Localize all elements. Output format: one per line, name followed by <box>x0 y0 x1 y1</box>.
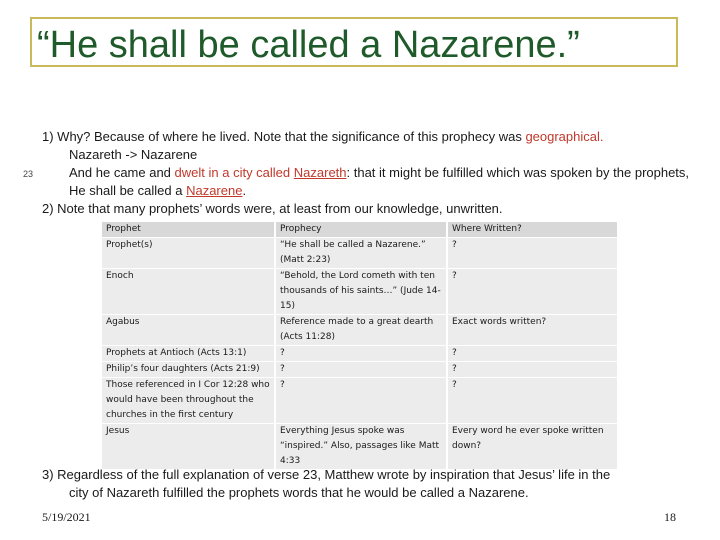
slide-body <box>23 128 692 218</box>
footer-date: 5/19/2021 <box>42 510 91 524</box>
verse-23: 23 And he came and dwelt in a city called Nazareth: that it might be fulfilled which was spoken by the prophets, He shall be called a Nazarene. <box>23 165 690 198</box>
table-cell: Prophet(s) <box>102 238 275 269</box>
verse-number: 23 <box>23 169 34 179</box>
table-row <box>102 269 617 315</box>
table-cell: Those referenced in I Cor 12:28 who would have been throughout the churches in the first century <box>102 378 275 424</box>
table-cell: Reference made to a great dearth (Acts 11:28) <box>275 315 447 346</box>
table-cell: Everything Jesus spoke was “inspired.” Also, passages like Matt 4:33 <box>275 424 447 470</box>
column-header-prophet: Prophet <box>102 222 275 238</box>
table-cell: ? <box>447 346 617 362</box>
table-cell: “He shall be called a Nazarene.” (Matt 2:23) <box>275 238 447 269</box>
table-cell: “Behold, the Lord cometh with ten thousands of his saints…” (Jude 14-15) <box>275 269 447 315</box>
column-header-prophecy: Prophecy <box>275 222 447 238</box>
table-cell: Jesus <box>102 424 275 470</box>
table-cell: ? <box>447 269 617 315</box>
table-cell: Exact words written? <box>447 315 617 346</box>
table-cell: ? <box>447 378 617 424</box>
table-header-row <box>102 222 617 238</box>
table-cell: Enoch <box>102 269 275 315</box>
table-cell: ? <box>275 378 447 424</box>
table-row <box>102 238 617 269</box>
table-cell: ? <box>447 362 617 378</box>
table-row <box>102 424 617 470</box>
prophets-table <box>102 222 617 469</box>
table-cell: Philip’s four daughters (Acts 21:9) <box>102 362 275 378</box>
table-cell: Agabus <box>102 315 275 346</box>
table-cell: Every word he ever spoke written down? <box>447 424 617 470</box>
table-row <box>102 362 617 378</box>
title-frame-left <box>30 17 32 67</box>
page-number: 18 <box>664 510 676 524</box>
title-frame-right <box>676 17 678 67</box>
point-3: 3) Regardless of the full explanation of verse 23, Matthew wrote by inspiration that Jesus’ life in the city of Nazareth fulfilled the prophets words that he would be called a Nazarene. <box>42 467 611 500</box>
table-cell: Prophets at Antioch (Acts 13:1) <box>102 346 275 362</box>
point-1: 1) Why? Because of where he lived. Note that the significance of this prophecy was geographical. <box>42 129 604 144</box>
table-row <box>102 378 617 424</box>
slide-title: “He shall be called a Nazarene.” <box>37 24 580 66</box>
point-1-derivation: Nazareth -> Nazarene <box>69 147 198 162</box>
table-row <box>102 346 617 362</box>
title-frame-top <box>30 17 678 19</box>
table-cell: ? <box>275 346 447 362</box>
table-row <box>102 315 617 346</box>
point-2: 2) Note that many prophets’ words were, at least from our knowledge, unwritten. <box>42 201 503 216</box>
table-cell: ? <box>275 362 447 378</box>
column-header-where-written: Where Written? <box>452 224 522 234</box>
table-cell: ? <box>447 238 617 269</box>
